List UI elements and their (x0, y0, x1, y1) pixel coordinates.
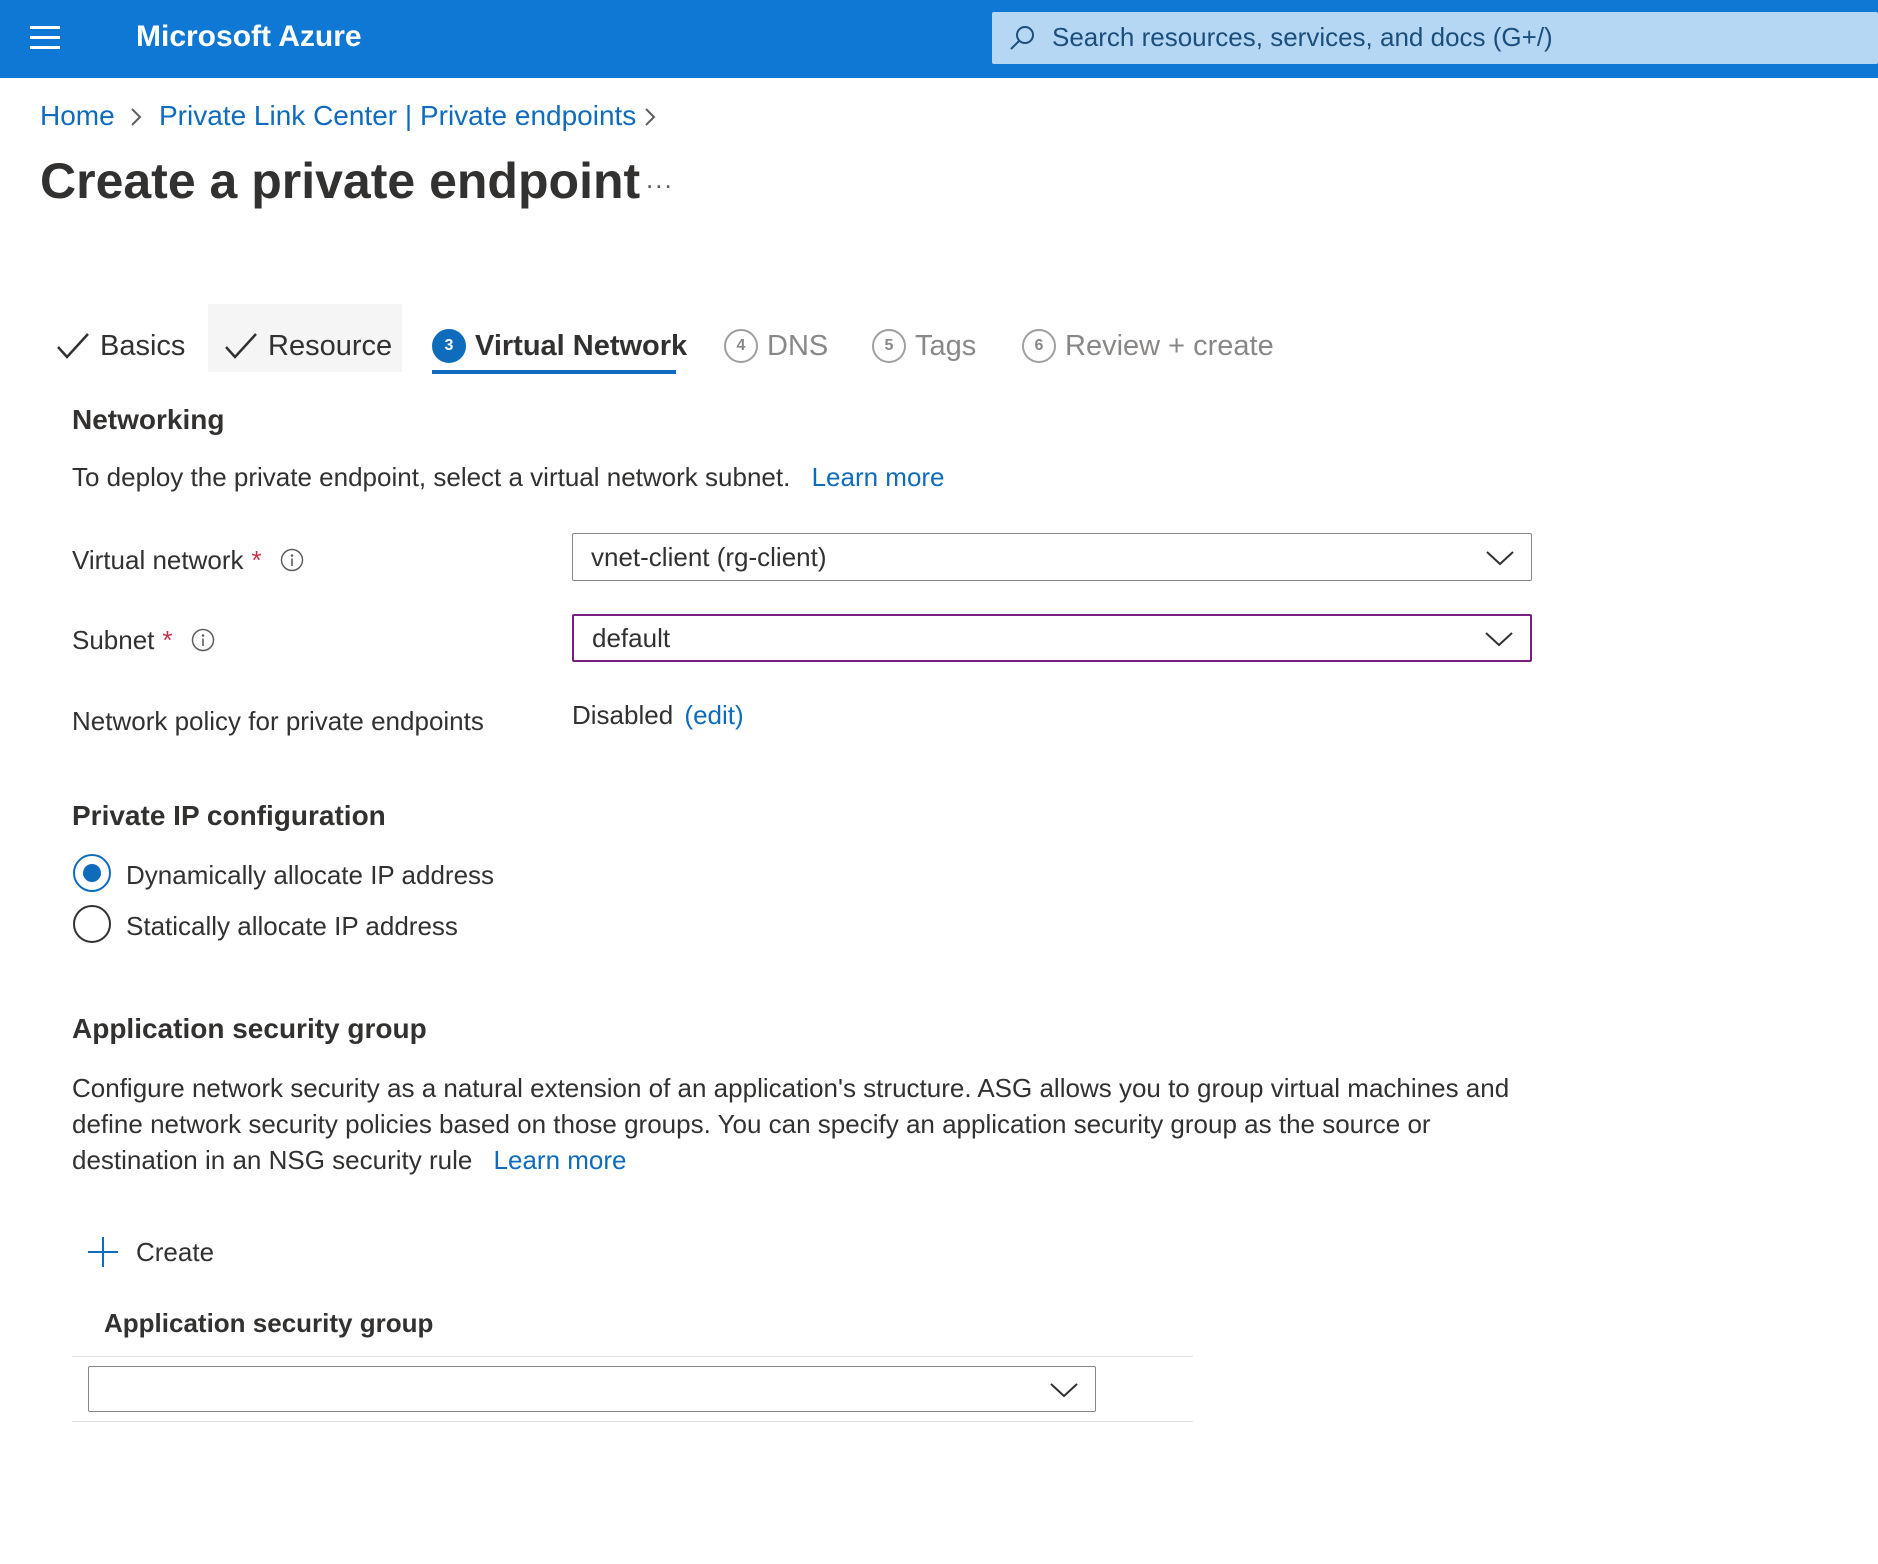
checkmark-icon (224, 331, 258, 361)
tab-label: Virtual Network (475, 329, 688, 362)
asg-description-line-2: define network security policies based on those groups. You can specify an application security group as the source or (72, 1109, 1431, 1139)
radio-dynamic-ip[interactable] (73, 854, 111, 892)
step-number-badge: 6 (1022, 329, 1056, 363)
networking-learn-more-link[interactable]: Learn more (811, 462, 945, 492)
chevron-down-icon (1049, 1381, 1079, 1399)
tab-dns[interactable] (724, 318, 828, 374)
tab-label: Basics (100, 329, 186, 362)
asg-column-header: Application security group (104, 1308, 434, 1338)
chevron-right-icon (128, 106, 144, 128)
step-number-badge: 3 (432, 329, 466, 363)
subnet-dropdown[interactable] (572, 614, 1532, 662)
table-row-divider (72, 1421, 1193, 1422)
table-header-divider (72, 1356, 1193, 1357)
tab-label: Resource (268, 329, 393, 362)
chevron-right-icon (642, 106, 658, 128)
page-title: Create a private endpoint (40, 153, 641, 209)
radio-static-ip-label[interactable]: Statically allocate IP address (126, 911, 458, 941)
chevron-down-icon (1485, 549, 1515, 567)
tab-label: DNS (767, 329, 829, 362)
required-asterisk: * (162, 624, 173, 655)
network-policy-edit-link[interactable]: (edit) (684, 700, 744, 730)
virtual-network-value: vnet-client (rg-client) (591, 542, 827, 572)
more-options-icon[interactable]: ... (646, 164, 674, 194)
checkmark-icon (56, 331, 90, 361)
breadcrumb-private-link-center[interactable]: Private Link Center | Private endpoints (159, 100, 637, 131)
tab-label: Review + create (1065, 329, 1274, 362)
tab-basics[interactable] (56, 318, 185, 374)
info-icon[interactable] (191, 628, 215, 652)
radio-dynamic-ip-label[interactable]: Dynamically allocate IP address (126, 860, 495, 890)
networking-description (72, 462, 945, 493)
asg-heading: Application security group (72, 1013, 427, 1044)
plus-icon (86, 1235, 120, 1269)
network-policy-label: Network policy for private endpoints (72, 706, 484, 736)
virtual-network-label-text: Virtual network (72, 544, 244, 575)
virtual-network-label (72, 544, 304, 576)
step-number-badge: 5 (872, 329, 906, 363)
hamburger-menu-icon[interactable] (30, 26, 64, 52)
asg-learn-more-link[interactable]: Learn more (493, 1145, 627, 1175)
create-asg-label: Create (136, 1236, 215, 1267)
tab-resource[interactable] (224, 318, 392, 374)
tab-tags[interactable] (872, 318, 976, 374)
required-asterisk: * (251, 544, 262, 575)
info-icon[interactable] (280, 548, 304, 572)
subnet-value: default (592, 623, 671, 653)
chevron-down-icon (1484, 630, 1514, 648)
search-icon (1008, 24, 1036, 52)
brand-logo-text[interactable]: Microsoft Azure (136, 20, 362, 53)
asg-description-line-3 (72, 1145, 627, 1176)
asg-select-dropdown[interactable] (88, 1366, 1096, 1412)
subnet-label (72, 624, 215, 656)
create-asg-button[interactable] (86, 1234, 214, 1270)
subnet-label-text: Subnet (72, 624, 155, 655)
breadcrumb-home[interactable]: Home (40, 100, 115, 131)
tab-review-create[interactable] (1022, 318, 1274, 374)
tab-virtual-network[interactable] (432, 318, 687, 374)
search-placeholder[interactable]: Search resources, services, and docs (G+/) (1052, 22, 1553, 52)
network-policy-status: Disabled (572, 700, 674, 730)
active-tab-underline (432, 370, 676, 374)
tab-label: Tags (915, 329, 977, 362)
networking-heading: Networking (72, 404, 225, 435)
network-policy-value (572, 700, 744, 731)
private-ip-heading: Private IP configuration (72, 800, 386, 831)
networking-description-text: To deploy the private endpoint, select a virtual network subnet. (72, 462, 791, 492)
radio-static-ip[interactable] (73, 905, 111, 943)
asg-description-line-1: Configure network security as a natural extension of an application's structure. ASG allows you to group virtual machines and (72, 1073, 1510, 1103)
virtual-network-dropdown[interactable] (572, 533, 1532, 581)
asg-description-line-3-text: destination in an NSG security rule (72, 1145, 473, 1175)
step-number-badge: 4 (724, 329, 758, 363)
